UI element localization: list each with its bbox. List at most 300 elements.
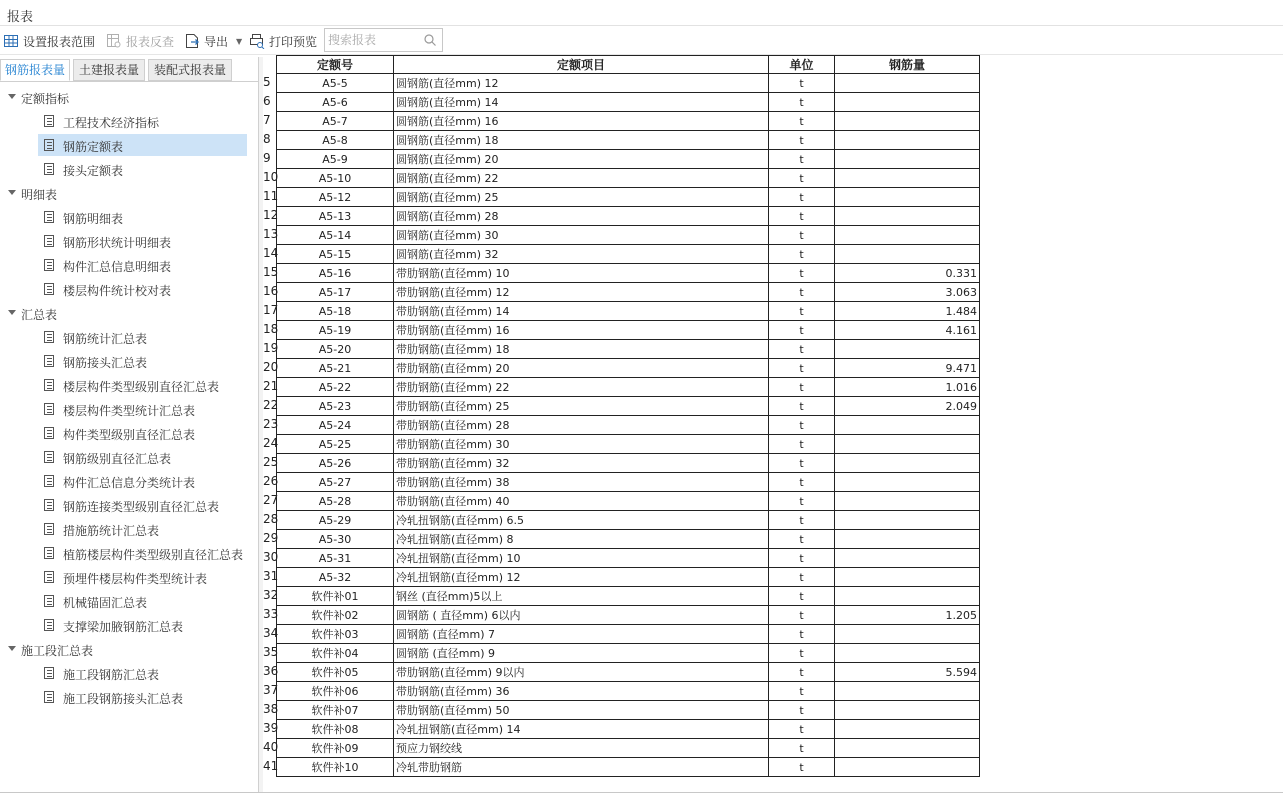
- tree-item-label: 钢筋连接类型级别直径汇总表: [63, 500, 220, 514]
- row-number: 12: [263, 208, 279, 222]
- quota-code-cell[interactable]: A5-24: [277, 416, 394, 435]
- quota-item-cell[interactable]: 带肋钢筋(直径mm) 25: [394, 397, 769, 416]
- row-number: 29: [263, 531, 279, 545]
- unit-cell[interactable]: t: [769, 606, 835, 625]
- tree-item-label: 接头定额表: [63, 164, 124, 178]
- quota-item-cell[interactable]: 冷轧扭钢筋(直径mm) 12: [394, 568, 769, 587]
- quota-item-cell[interactable]: 圆钢筋 (直径mm) 9: [394, 644, 769, 663]
- quota-code-cell[interactable]: A5-8: [277, 131, 394, 150]
- document-icon: [44, 115, 54, 127]
- unit-cell[interactable]: t: [769, 112, 835, 131]
- table-row[interactable]: [277, 435, 980, 454]
- unit-cell[interactable]: t: [769, 150, 835, 169]
- search-icon[interactable]: [423, 33, 437, 47]
- rebar-quantity-cell[interactable]: [835, 454, 980, 473]
- rebar-quantity-cell[interactable]: [835, 207, 980, 226]
- table-row[interactable]: [277, 131, 980, 150]
- quota-code-cell[interactable]: A5-31: [277, 549, 394, 568]
- document-icon: [44, 475, 54, 487]
- table-row[interactable]: [277, 701, 980, 720]
- rebar-quantity-cell[interactable]: 1.205: [835, 606, 980, 625]
- rebar-quantity-cell[interactable]: [835, 245, 980, 264]
- report-tree: [0, 81, 258, 791]
- tab-rebar-report[interactable]: 钢筋报表量: [0, 59, 70, 81]
- quota-item-cell[interactable]: 圆钢筋(直径mm) 12: [394, 74, 769, 93]
- quota-code-cell[interactable]: A5-7: [277, 112, 394, 131]
- row-number: 14: [263, 246, 279, 260]
- table-row[interactable]: [277, 207, 980, 226]
- tree-item-label: 钢筋接头汇总表: [63, 356, 148, 370]
- print-preview-label: 打印预览: [269, 34, 318, 49]
- search-input[interactable]: [325, 29, 421, 51]
- tree-item-stage-rebar-summary[interactable]: [38, 662, 247, 684]
- quota-item-cell[interactable]: 带肋钢筋(直径mm) 50: [394, 701, 769, 720]
- export-button[interactable]: [184, 31, 242, 51]
- quota-code-cell[interactable]: A5-18: [277, 302, 394, 321]
- unit-cell[interactable]: t: [769, 359, 835, 378]
- row-number: 41: [263, 759, 279, 773]
- unit-cell[interactable]: t: [769, 321, 835, 340]
- document-icon: [44, 235, 54, 247]
- quota-code-cell[interactable]: A5-26: [277, 454, 394, 473]
- tree-item-rebar-shape-detail[interactable]: [38, 230, 247, 252]
- quota-item-cell[interactable]: 带肋钢筋(直径mm) 12: [394, 283, 769, 302]
- tree-item-summary[interactable]: [38, 590, 247, 612]
- quota-item-cell[interactable]: 圆钢筋(直径mm) 30: [394, 226, 769, 245]
- rebar-quantity-cell[interactable]: [835, 74, 980, 93]
- table-row[interactable]: [277, 606, 980, 625]
- quota-code-cell[interactable]: A5-25: [277, 435, 394, 454]
- status-divider: [0, 792, 1283, 793]
- rebar-quantity-cell[interactable]: [835, 340, 980, 359]
- quota-item-cell[interactable]: 冷轧带肋钢筋: [394, 758, 769, 777]
- table-row[interactable]: [277, 625, 980, 644]
- unit-cell[interactable]: t: [769, 511, 835, 530]
- table-row[interactable]: [277, 587, 980, 606]
- quota-item-cell[interactable]: 圆钢筋(直径mm) 22: [394, 169, 769, 188]
- unit-cell[interactable]: t: [769, 701, 835, 720]
- tree-item-engineering-tech-economic-index[interactable]: [38, 110, 247, 132]
- table-row[interactable]: [277, 492, 980, 511]
- quota-item-cell[interactable]: 冷轧扭钢筋(直径mm) 14: [394, 720, 769, 739]
- window-titlebar: [0, 0, 1283, 26]
- rebar-quantity-cell[interactable]: [835, 625, 980, 644]
- rebar-quantity-cell[interactable]: 4.161: [835, 321, 980, 340]
- table-row[interactable]: [277, 188, 980, 207]
- tree-item-floor-component-check[interactable]: [38, 278, 247, 300]
- unit-cell[interactable]: t: [769, 397, 835, 416]
- row-number: 19: [263, 341, 279, 355]
- quota-item-cell[interactable]: 带肋钢筋(直径mm) 40: [394, 492, 769, 511]
- tree-item-label: 楼层构件类型级别直径汇总表: [63, 380, 220, 394]
- quota-code-cell[interactable]: A5-30: [277, 530, 394, 549]
- tree-item-label: 机械锚固汇总表: [63, 596, 148, 610]
- table-row[interactable]: [277, 663, 980, 682]
- tab-civil-report[interactable]: 土建报表量: [73, 59, 145, 81]
- expand-arrow-icon[interactable]: [8, 190, 16, 195]
- unit-cell[interactable]: t: [769, 416, 835, 435]
- table-row[interactable]: [277, 74, 980, 93]
- quota-code-cell[interactable]: 软件补08: [277, 720, 394, 739]
- quota-code-cell[interactable]: A5-27: [277, 473, 394, 492]
- rebar-quantity-cell[interactable]: [835, 587, 980, 606]
- tree-item-label: 支撑梁加腋钢筋汇总表: [63, 620, 184, 634]
- quota-code-cell[interactable]: A5-22: [277, 378, 394, 397]
- quota-code-cell[interactable]: 软件补02: [277, 606, 394, 625]
- tree-group-summary-tables[interactable]: [0, 301, 258, 325]
- table-row[interactable]: [277, 245, 980, 264]
- table-row[interactable]: [277, 359, 980, 378]
- table-row[interactable]: [277, 302, 980, 321]
- row-number: 13: [263, 227, 279, 241]
- quota-code-cell[interactable]: 软件补07: [277, 701, 394, 720]
- tree-item-summary[interactable]: [38, 374, 247, 396]
- tree-item-label: 构件汇总信息明细表: [63, 260, 172, 274]
- unit-cell[interactable]: t: [769, 169, 835, 188]
- tree-group-detail-tables[interactable]: [0, 181, 258, 205]
- table-row[interactable]: [277, 720, 980, 739]
- document-icon: [44, 403, 54, 415]
- row-number: 25: [263, 455, 279, 469]
- tree-item-summary[interactable]: [38, 494, 247, 516]
- rebar-quantity-cell[interactable]: [835, 549, 980, 568]
- rebar-quantity-cell[interactable]: [835, 150, 980, 169]
- row-number-column: [263, 73, 279, 776]
- unit-cell[interactable]: t: [769, 568, 835, 587]
- quota-item-cell[interactable]: 带肋钢筋(直径mm) 14: [394, 302, 769, 321]
- tab-prefab-report[interactable]: 装配式报表量: [148, 59, 232, 81]
- quota-item-cell[interactable]: 带肋钢筋(直径mm) 9以内: [394, 663, 769, 682]
- unit-cell[interactable]: t: [769, 264, 835, 283]
- table-row[interactable]: [277, 416, 980, 435]
- set-report-range-button[interactable]: [3, 31, 95, 51]
- table-row[interactable]: [277, 758, 980, 777]
- rebar-quantity-cell[interactable]: 3.063: [835, 283, 980, 302]
- header-unit: 单位: [769, 56, 835, 74]
- search-box: [324, 28, 443, 52]
- tree-group-construction-stage-summary[interactable]: [0, 637, 258, 661]
- quota-item-cell[interactable]: 带肋钢筋(直径mm) 16: [394, 321, 769, 340]
- quota-item-cell[interactable]: 圆钢筋(直径mm) 25: [394, 188, 769, 207]
- rebar-quantity-cell[interactable]: [835, 169, 980, 188]
- unit-cell[interactable]: t: [769, 74, 835, 93]
- quota-item-cell[interactable]: 带肋钢筋(直径mm) 20: [394, 359, 769, 378]
- tree-item-label: 钢筋明细表: [63, 212, 124, 226]
- export-icon: [184, 33, 200, 49]
- expand-arrow-icon[interactable]: [8, 310, 16, 315]
- quota-code-cell[interactable]: 软件补05: [277, 663, 394, 682]
- tree-item-stage-joint-summary[interactable]: [38, 686, 247, 708]
- rebar-quantity-cell[interactable]: [835, 112, 980, 131]
- unit-cell[interactable]: t: [769, 682, 835, 701]
- quota-code-cell[interactable]: 软件补10: [277, 758, 394, 777]
- table-row[interactable]: [277, 511, 980, 530]
- tree-item-component-summary-detail[interactable]: [38, 254, 247, 276]
- quota-item-cell[interactable]: 冷轧扭钢筋(直径mm) 6.5: [394, 511, 769, 530]
- tree-item-label: 工程技术经济指标: [63, 116, 160, 130]
- quota-item-cell[interactable]: 圆钢筋(直径mm) 14: [394, 93, 769, 112]
- expand-arrow-icon[interactable]: [8, 646, 16, 651]
- row-number: 21: [263, 379, 279, 393]
- quota-item-cell[interactable]: 圆钢筋(直径mm) 20: [394, 150, 769, 169]
- table-row[interactable]: [277, 169, 980, 188]
- row-number: 33: [263, 607, 279, 621]
- tree-item-summary[interactable]: [38, 326, 247, 348]
- quota-item-cell[interactable]: 冷轧扭钢筋(直径mm) 8: [394, 530, 769, 549]
- quota-code-cell[interactable]: A5-29: [277, 511, 394, 530]
- tree-group-label: 定额指标: [21, 92, 70, 106]
- document-icon: [44, 283, 54, 295]
- rebar-quantity-cell[interactable]: [835, 416, 980, 435]
- quota-item-cell[interactable]: 带肋钢筋(直径mm) 32: [394, 454, 769, 473]
- unit-cell[interactable]: t: [769, 131, 835, 150]
- row-number: 26: [263, 474, 279, 488]
- report-view: [263, 55, 1283, 792]
- rebar-quantity-cell[interactable]: 1.016: [835, 378, 980, 397]
- quota-code-cell[interactable]: A5-21: [277, 359, 394, 378]
- quota-code-cell[interactable]: A5-28: [277, 492, 394, 511]
- unit-cell[interactable]: t: [769, 207, 835, 226]
- document-icon: [44, 523, 54, 535]
- unit-cell[interactable]: t: [769, 340, 835, 359]
- unit-cell[interactable]: t: [769, 663, 835, 682]
- quota-item-cell[interactable]: 钢丝 (直径mm)5以上: [394, 587, 769, 606]
- table-row[interactable]: [277, 264, 980, 283]
- rebar-quantity-cell[interactable]: [835, 93, 980, 112]
- unit-cell[interactable]: t: [769, 758, 835, 777]
- quota-code-cell[interactable]: 软件补01: [277, 587, 394, 606]
- toolbar: [0, 27, 1283, 55]
- unit-cell[interactable]: t: [769, 435, 835, 454]
- row-number: 31: [263, 569, 279, 583]
- quota-code-cell[interactable]: 软件补09: [277, 739, 394, 758]
- tree-item-joint-quota-table[interactable]: [38, 158, 247, 180]
- quota-code-cell[interactable]: A5-15: [277, 245, 394, 264]
- unit-cell[interactable]: t: [769, 530, 835, 549]
- expand-arrow-icon[interactable]: [8, 94, 16, 99]
- rebar-quantity-cell[interactable]: [835, 473, 980, 492]
- tree-item-label: 施工段钢筋接头汇总表: [63, 692, 184, 706]
- rebar-quantity-cell[interactable]: [835, 131, 980, 150]
- unit-cell[interactable]: t: [769, 644, 835, 663]
- rebar-quantity-cell[interactable]: [835, 720, 980, 739]
- table-row[interactable]: [277, 530, 980, 549]
- tree-item-summary[interactable]: [38, 422, 247, 444]
- quota-item-cell[interactable]: 带肋钢筋(直径mm) 38: [394, 473, 769, 492]
- tree-item-summary[interactable]: [38, 446, 247, 468]
- table-row[interactable]: [277, 226, 980, 245]
- rebar-quantity-cell[interactable]: [835, 758, 980, 777]
- quota-code-cell[interactable]: A5-17: [277, 283, 394, 302]
- table-row[interactable]: [277, 340, 980, 359]
- tree-item-label: 构件汇总信息分类统计表: [63, 476, 196, 490]
- row-number: 6: [263, 94, 271, 108]
- quota-item-cell[interactable]: 带肋钢筋(直径mm) 30: [394, 435, 769, 454]
- document-icon: [44, 451, 54, 463]
- table-row[interactable]: [277, 473, 980, 492]
- quota-code-cell[interactable]: A5-32: [277, 568, 394, 587]
- row-number: 38: [263, 702, 279, 716]
- table-row[interactable]: [277, 682, 980, 701]
- tree-item-summary[interactable]: [38, 398, 247, 420]
- quota-item-cell[interactable]: 圆钢筋(直径mm) 18: [394, 131, 769, 150]
- quota-code-cell[interactable]: A5-10: [277, 169, 394, 188]
- rebar-quota-table: [276, 55, 980, 777]
- unit-cell[interactable]: t: [769, 188, 835, 207]
- table-row[interactable]: [277, 150, 980, 169]
- unit-cell[interactable]: t: [769, 473, 835, 492]
- quota-code-cell[interactable]: 软件补06: [277, 682, 394, 701]
- row-number: 28: [263, 512, 279, 526]
- table-row[interactable]: [277, 283, 980, 302]
- table-search-icon: [106, 33, 122, 49]
- row-number: 23: [263, 417, 279, 431]
- tree-item-summary[interactable]: [38, 518, 247, 540]
- table-row[interactable]: [277, 397, 980, 416]
- tree-item-summary[interactable]: [38, 350, 247, 372]
- quota-item-cell[interactable]: 圆钢筋(直径mm) 28: [394, 207, 769, 226]
- quota-item-cell[interactable]: 冷轧扭钢筋(直径mm) 10: [394, 549, 769, 568]
- tree-item-rebar-detail[interactable]: [38, 206, 247, 228]
- report-reverse-check-label: 报表反查: [126, 34, 175, 49]
- quota-item-cell[interactable]: 预应力钢绞线: [394, 739, 769, 758]
- table-row[interactable]: [277, 112, 980, 131]
- table-row[interactable]: [277, 644, 980, 663]
- rebar-quantity-cell[interactable]: 9.471: [835, 359, 980, 378]
- rebar-quantity-cell[interactable]: 1.484: [835, 302, 980, 321]
- rebar-quantity-cell[interactable]: [835, 492, 980, 511]
- document-icon: [44, 139, 54, 151]
- unit-cell[interactable]: t: [769, 739, 835, 758]
- row-number: 9: [263, 151, 271, 165]
- document-icon: [44, 571, 54, 583]
- quota-code-cell[interactable]: A5-19: [277, 321, 394, 340]
- print-preview-icon: [249, 33, 265, 49]
- unit-cell[interactable]: t: [769, 587, 835, 606]
- row-number: 39: [263, 721, 279, 735]
- quota-code-cell[interactable]: A5-12: [277, 188, 394, 207]
- unit-cell[interactable]: t: [769, 226, 835, 245]
- document-icon: [44, 259, 54, 271]
- report-reverse-check-button[interactable]: [106, 31, 174, 51]
- unit-cell[interactable]: t: [769, 245, 835, 264]
- window-title: 报表: [7, 10, 34, 25]
- unit-cell[interactable]: t: [769, 302, 835, 321]
- quota-item-cell[interactable]: 圆钢筋 (直径mm) 7: [394, 625, 769, 644]
- tree-group-quota-index[interactable]: [0, 85, 258, 109]
- tree-item-label: 施工段钢筋汇总表: [63, 668, 160, 682]
- table-row[interactable]: [277, 454, 980, 473]
- rebar-quantity-cell[interactable]: [835, 568, 980, 587]
- tree-item-summary[interactable]: [38, 614, 247, 636]
- unit-cell[interactable]: t: [769, 625, 835, 644]
- quota-item-cell[interactable]: 带肋钢筋(直径mm) 36: [394, 682, 769, 701]
- quota-item-cell[interactable]: 带肋钢筋(直径mm) 10: [394, 264, 769, 283]
- quota-code-cell[interactable]: A5-14: [277, 226, 394, 245]
- unit-cell[interactable]: t: [769, 549, 835, 568]
- quota-code-cell[interactable]: A5-6: [277, 93, 394, 112]
- quota-code-cell[interactable]: A5-9: [277, 150, 394, 169]
- rebar-quantity-cell[interactable]: 0.331: [835, 264, 980, 283]
- document-icon: [44, 595, 54, 607]
- row-number: 20: [263, 360, 279, 374]
- table-row[interactable]: [277, 93, 980, 112]
- quota-code-cell[interactable]: A5-13: [277, 207, 394, 226]
- tree-item-label: 楼层构件类型统计汇总表: [63, 404, 196, 418]
- rebar-quantity-cell[interactable]: [835, 739, 980, 758]
- row-number: 15: [263, 265, 279, 279]
- tree-item-label: 楼层构件统计校对表: [63, 284, 172, 298]
- rebar-quantity-cell[interactable]: [835, 644, 980, 663]
- tree-group-label: 明细表: [21, 188, 58, 202]
- table-row[interactable]: [277, 321, 980, 340]
- set-report-range-label: 设置报表范围: [23, 34, 96, 49]
- quota-item-cell[interactable]: 带肋钢筋(直径mm) 22: [394, 378, 769, 397]
- row-number: 10: [263, 170, 279, 184]
- rebar-quantity-cell[interactable]: [835, 701, 980, 720]
- tree-item-rebar-quota-table[interactable]: [38, 134, 247, 156]
- table-row[interactable]: [277, 568, 980, 587]
- row-number: 22: [263, 398, 279, 412]
- quota-code-cell[interactable]: A5-20: [277, 340, 394, 359]
- table-row[interactable]: [277, 739, 980, 758]
- rebar-quantity-cell[interactable]: [835, 226, 980, 245]
- chevron-down-icon[interactable]: ▼: [236, 36, 243, 46]
- tree-item-summary[interactable]: [38, 566, 247, 588]
- document-icon: [44, 667, 54, 679]
- row-number: 7: [263, 113, 271, 127]
- unit-cell[interactable]: t: [769, 492, 835, 511]
- document-icon: [44, 211, 54, 223]
- rebar-quantity-cell[interactable]: 5.594: [835, 663, 980, 682]
- document-icon: [44, 355, 54, 367]
- tree-item-label: 钢筋形状统计明细表: [63, 236, 172, 250]
- report-tabs: [0, 59, 259, 81]
- rebar-quantity-cell[interactable]: [835, 682, 980, 701]
- quota-item-cell[interactable]: 带肋钢筋(直径mm) 18: [394, 340, 769, 359]
- quota-code-cell[interactable]: 软件补04: [277, 644, 394, 663]
- unit-cell[interactable]: t: [769, 378, 835, 397]
- unit-cell[interactable]: t: [769, 720, 835, 739]
- quota-code-cell[interactable]: A5-23: [277, 397, 394, 416]
- rebar-quantity-cell[interactable]: [835, 188, 980, 207]
- quota-item-cell[interactable]: 带肋钢筋(直径mm) 28: [394, 416, 769, 435]
- header-rebar-quantity: 钢筋量: [835, 56, 980, 74]
- rebar-quantity-cell[interactable]: [835, 511, 980, 530]
- rebar-quantity-cell[interactable]: [835, 435, 980, 454]
- tree-item-summary[interactable]: [38, 470, 247, 492]
- unit-cell[interactable]: t: [769, 283, 835, 302]
- quota-item-cell[interactable]: 圆钢筋 ( 直径mm) 6以内: [394, 606, 769, 625]
- quota-item-cell[interactable]: 圆钢筋(直径mm) 16: [394, 112, 769, 131]
- print-preview-button[interactable]: [249, 31, 317, 51]
- quota-code-cell[interactable]: A5-5: [277, 74, 394, 93]
- unit-cell[interactable]: t: [769, 93, 835, 112]
- quota-code-cell[interactable]: A5-16: [277, 264, 394, 283]
- table-row[interactable]: [277, 378, 980, 397]
- quota-code-cell[interactable]: 软件补03: [277, 625, 394, 644]
- row-number: 5: [263, 75, 271, 89]
- tree-group-label: 汇总表: [21, 308, 58, 322]
- rebar-quantity-cell[interactable]: 2.049: [835, 397, 980, 416]
- unit-cell[interactable]: t: [769, 454, 835, 473]
- tree-item-label: 预埋件楼层构件类型统计表: [63, 572, 208, 586]
- tree-item-summary[interactable]: [38, 542, 247, 564]
- quota-item-cell[interactable]: 圆钢筋(直径mm) 32: [394, 245, 769, 264]
- rebar-quantity-cell[interactable]: [835, 530, 980, 549]
- table-row[interactable]: [277, 549, 980, 568]
- row-number: 16: [263, 284, 279, 298]
